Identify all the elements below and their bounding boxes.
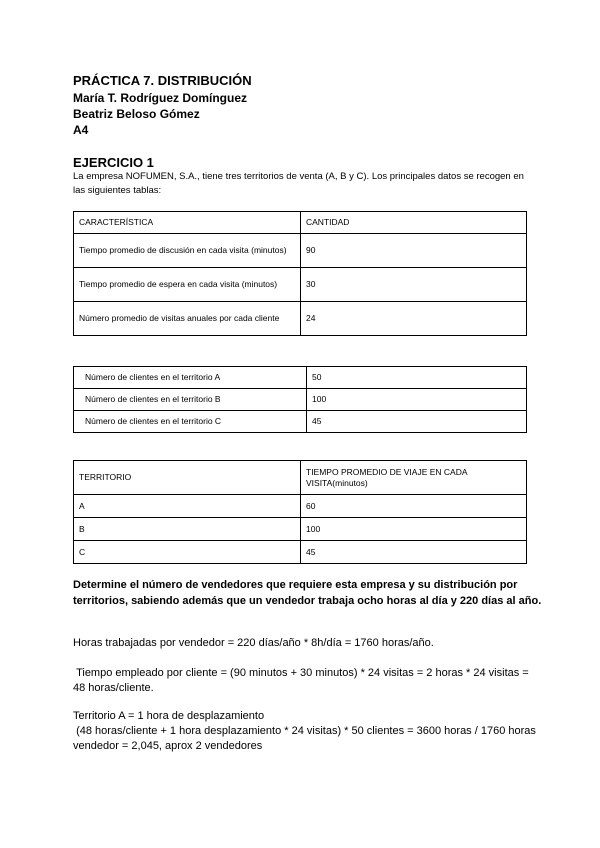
table-cell: 60 [301, 495, 527, 518]
table-cell: 50 [307, 367, 527, 389]
table-cell: 45 [301, 541, 527, 564]
table-cell: 90 [301, 234, 527, 268]
answer-line: (48 horas/cliente + 1 hora desplazamiento * 24 visitas) * 50 clientes = 3600 horas / 1760 horas vendedor = 2,045, aprox 2 vendedores [73, 725, 539, 752]
exercise-intro: La empresa NOFUMEN, S.A., tiene tres territorios de venta (A, B y C). Los principales datos se recogen en las siguientes tablas: [73, 171, 524, 196]
table-cell: Tiempo promedio de espera en cada visita (minutos) [74, 268, 301, 302]
answer-line: Tiempo empleado por cliente = (90 minutos + 30 minutos) * 24 visitas = 2 horas * 24 visitas = 48 horas/cliente. [73, 667, 532, 694]
table-header-cell: TERRITORIO [74, 461, 301, 495]
table-cell: 45 [307, 411, 527, 433]
table-row [74, 495, 527, 518]
exercise-question: Determine el número de vendedores que requiere esta empresa y su distribución por territorios, sabiendo además que un vendedor trabaja ocho horas al día y 220 días al año. [73, 579, 542, 607]
table-cell: 24 [301, 302, 527, 336]
table-row [74, 268, 527, 302]
table-cell: Número de clientes en el territorio A [74, 367, 307, 389]
table-header-cell: CANTIDAD [301, 212, 527, 234]
table-cell: Tiempo promedio de discusión en cada visita (minutos) [74, 234, 301, 268]
travel-time-table [73, 460, 527, 564]
answer-line: Horas trabajadas por vendedor = 220 días/año * 8h/día = 1760 horas/año. [73, 637, 434, 649]
table-row [74, 367, 527, 389]
table-cell: 100 [307, 389, 527, 411]
table-header-cell: TIEMPO PROMEDIO DE VIAJE EN CADA VISITA(minutos) [301, 461, 527, 495]
table-row [74, 234, 527, 268]
characteristics-table [73, 211, 527, 336]
table-cell: 30 [301, 268, 527, 302]
document-title: PRÁCTICA 7. DISTRIBUCIÓN [73, 73, 252, 88]
table-row [74, 389, 527, 411]
table-header-row [74, 212, 527, 234]
table-row [74, 302, 527, 336]
table-header-cell: CARACTERÍSTICA [74, 212, 301, 234]
table-cell: A [74, 495, 301, 518]
table-row [74, 411, 527, 433]
answer-line: Territorio A = 1 hora de desplazamiento [73, 710, 265, 722]
author-1: María T. Rodríguez Domínguez [73, 91, 248, 105]
table-cell: Número de clientes en el territorio B [74, 389, 307, 411]
exercise-title: EJERCICIO 1 [73, 155, 154, 170]
table-cell: Número promedio de visitas anuales por cada cliente [74, 302, 301, 336]
table-cell: B [74, 518, 301, 541]
table-row [74, 541, 527, 564]
clients-table [73, 366, 527, 433]
table-header-row [74, 461, 527, 495]
table-row [74, 518, 527, 541]
table-cell: Número de clientes en el territorio C [74, 411, 307, 433]
author-2: Beatriz Beloso Gómez [73, 107, 200, 121]
table-cell: 100 [301, 518, 527, 541]
group-label: A4 [73, 123, 89, 137]
table-cell: C [74, 541, 301, 564]
